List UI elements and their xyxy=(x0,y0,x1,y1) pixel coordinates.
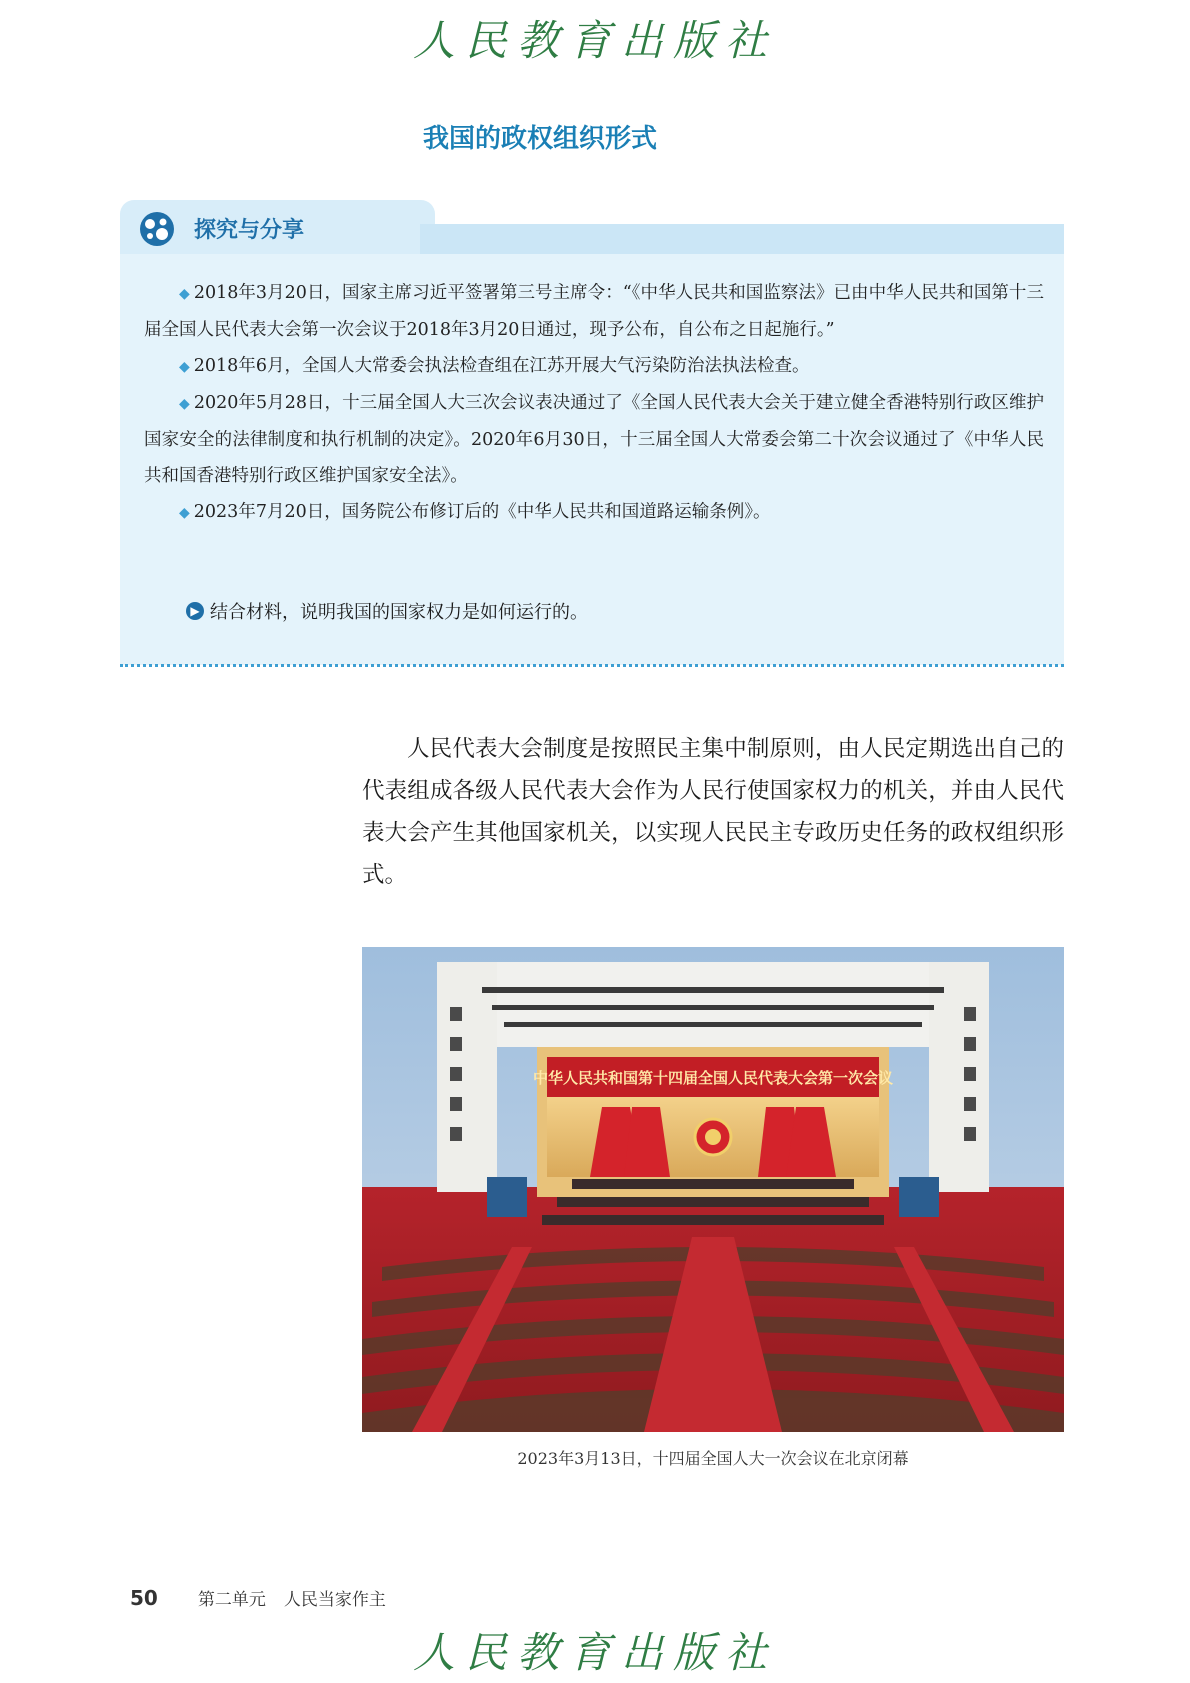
material-item: ◆ 2020年5月28日，十三届全国人大三次会议表决通过了《全国人民代表大会关于建立健全香港特别行政区维护国家安全的法律制度和执行机制的决定》。2020年6月30日，十三届全国人大常委会第二十次会议通过了《中华人民共和国香港特别行政区维护国家安全法》。 xyxy=(144,393,1044,486)
material-item: ◆ 2018年6月，全国人大常委会执法检查组在江苏开展大气污染防治法执法检查。 xyxy=(179,356,810,376)
photo-caption: 2023年3月13日，十四届全国人大一次会议在北京闭幕 xyxy=(517,1449,909,1468)
publisher-logo-top: 人民教育出版社 xyxy=(412,16,777,65)
discussion-question: ▶ 结合材料，说明我国的国家权力是如何运行的。 xyxy=(186,598,588,624)
unit-title: 人民当家作主 xyxy=(283,1590,386,1610)
page-number: 50 xyxy=(130,1586,158,1610)
box-dotted-border xyxy=(120,664,1064,667)
explore-share-box xyxy=(120,200,1064,665)
tab-label: 探究与分享 xyxy=(194,218,305,243)
diamond-bullet-icon: ◆ xyxy=(179,396,190,412)
diamond-bullet-icon: ◆ xyxy=(179,286,190,302)
material-item: ◆ 2018年3月20日，国家主席习近平签署第三号主席令：“《中华人民共和国监察法》已由中华人民共和国第十三届全国人民代表大会第一次会议于2018年3月20日通过，现予公布，自公布之日起施行。” xyxy=(144,283,1044,340)
explore-icon xyxy=(138,210,176,248)
congress-hall-photo xyxy=(362,947,1064,1432)
materials-list xyxy=(144,275,1044,531)
body-paragraph: 人民代表大会制度是按照民主集中制原则，由人民定期选出自己的代表组成各级人民代表大会作为人民行使国家权力的机关，并由人民代表大会产生其他国家机关，以实现人民民主专政历史任务的政权组织形式。 xyxy=(362,736,1064,888)
section-title: 我国的政权组织形式 xyxy=(422,124,657,154)
box-tab-strip xyxy=(420,224,1064,258)
page-footer xyxy=(130,1585,386,1610)
material-item: ◆ 2023年7月20日，国务院公布修订后的《中华人民共和国道路运输条例》。 xyxy=(179,502,771,522)
banner-text: 中华人民共和国第十四届全国人民代表大会第一次会议 xyxy=(532,1069,894,1087)
unit-label: 第二单元 xyxy=(197,1590,266,1610)
diamond-bullet-icon: ◆ xyxy=(179,359,190,375)
arrow-right-icon: ▶ xyxy=(186,602,204,620)
unit-info xyxy=(198,1585,386,1610)
publisher-logo-bottom: 人民教育出版社 xyxy=(412,1628,777,1677)
diamond-bullet-icon: ◆ xyxy=(179,505,190,521)
